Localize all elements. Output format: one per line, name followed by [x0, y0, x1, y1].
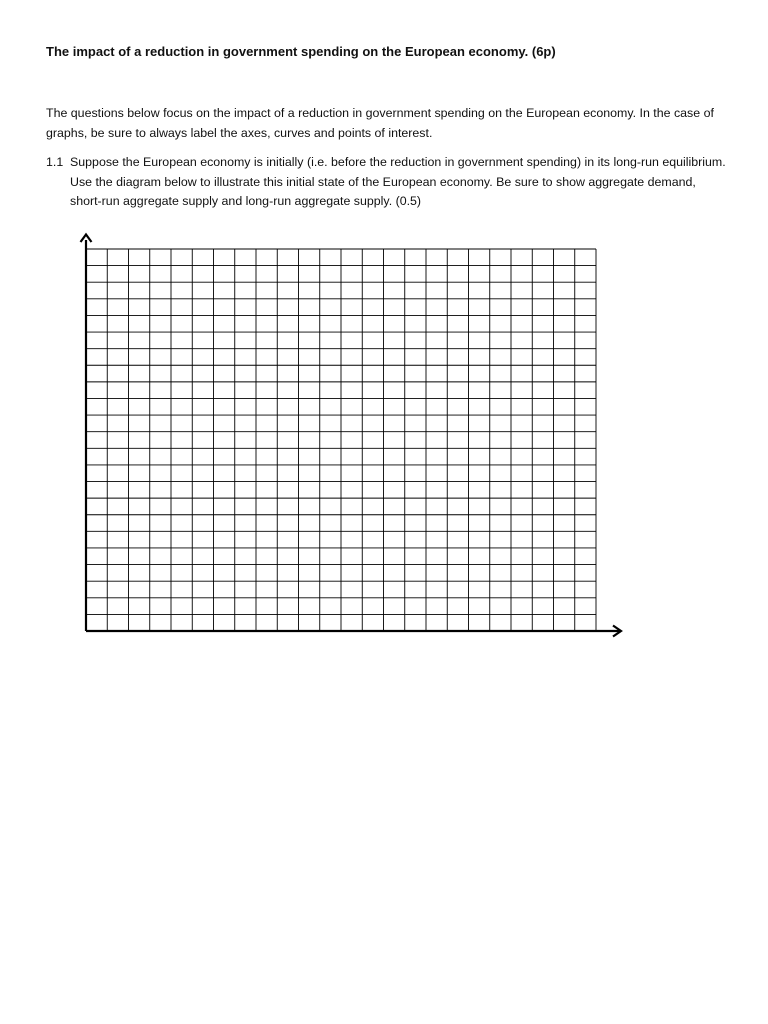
question-number: 1.1 — [46, 155, 64, 169]
answer-grid — [86, 249, 596, 631]
axes — [81, 235, 622, 637]
question-text: Suppose the European economy is initially (i.e. before the reduction in government spending) in its long-run equilibrium. Use the diagram below to illustrate this initial state of the European economy. Be sure to show aggregate demand, short-run aggregate supply and long-run aggregate supply. (0.5) — [70, 155, 726, 208]
document-title: The impact of a reduction in government spending on the European economy. (6p) — [46, 44, 556, 59]
intro-paragraph: The questions below focus on the impact of a reduction in government spending on the European economy. In the case of graphs, be sure to always label the axes, curves and points of interest. — [46, 106, 714, 140]
